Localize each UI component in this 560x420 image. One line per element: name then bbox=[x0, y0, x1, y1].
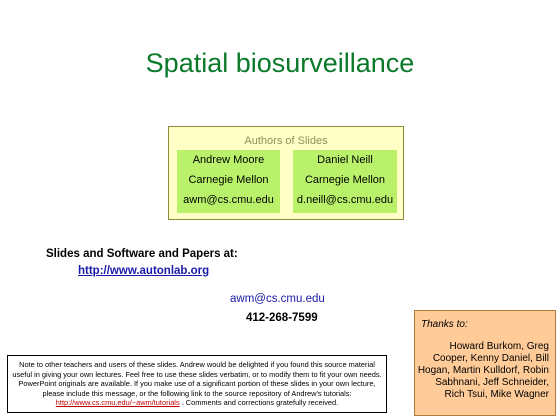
slides-heading: Slides and Software and Papers at: bbox=[46, 248, 238, 260]
note-text-end: . Comments and corrections gratefully received. bbox=[179, 398, 339, 408]
teacher-note-box bbox=[7, 355, 387, 413]
author-name: Andrew Moore bbox=[192, 154, 265, 166]
authors-heading: Authors of Slides bbox=[244, 135, 328, 147]
tutorials-link[interactable]: http://www.cs.cmu.edu/~awm/tutorials bbox=[55, 398, 180, 408]
author-email: awm@cs.cmu.edu bbox=[183, 194, 274, 206]
author-card-neill bbox=[293, 150, 397, 213]
author-affiliation: Carnegie Mellon bbox=[304, 174, 386, 186]
slide-title: Spatial biosurveillance bbox=[145, 48, 415, 78]
thanks-heading: Thanks to: bbox=[421, 319, 468, 330]
thanks-box bbox=[414, 310, 556, 416]
thanks-names: Howard Burkom, Greg Cooper, Kenny Daniel, Bill Hogan, Martin Kulldorf, Robin Sabhnani, Jeff Schneider, Rich Tsui, Mike Wagner bbox=[417, 341, 549, 400]
note-text: Note to other teachers and users of these slides. Andrew would be delighted if you found this source material useful in giving your own lectures. Feel free to use these slides verbatim, or to modify them to fit your own needs. PowerPoint originals are available. If you make use of a significant portion of these slides in your own lecture, please include this message, or the following link to the source repository of Andrew's tutorials: bbox=[12, 360, 382, 398]
author-name: Daniel Neill bbox=[317, 154, 373, 166]
autonlab-link[interactable]: http://www.autonlab.org bbox=[78, 265, 210, 277]
author-email: d.neill@cs.cmu.edu bbox=[296, 194, 394, 206]
author-card-moore bbox=[177, 150, 280, 213]
contact-email-link[interactable]: awm@cs.cmu.edu bbox=[230, 293, 325, 305]
author-affiliation: Carnegie Mellon bbox=[188, 174, 269, 186]
contact-phone: 412-268-7599 bbox=[246, 312, 318, 324]
authors-box bbox=[168, 126, 404, 220]
